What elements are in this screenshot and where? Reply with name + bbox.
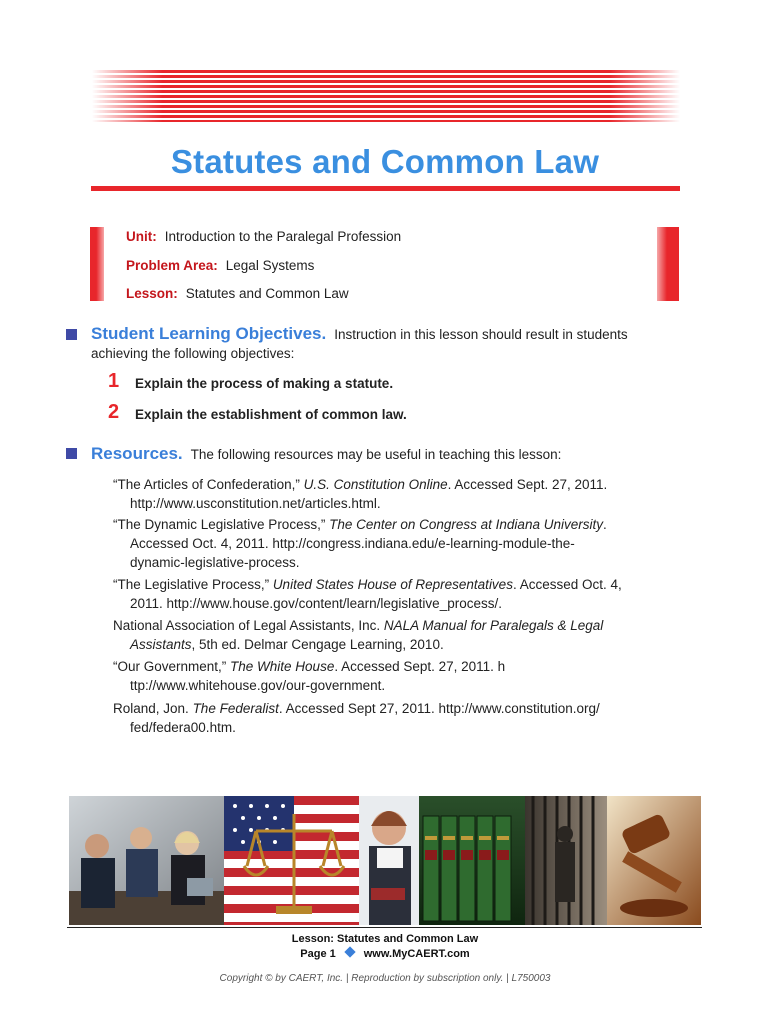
objectives-heading-line	[91, 324, 628, 344]
objectives-bullet-square	[66, 329, 77, 340]
lesson-label: Lesson:	[126, 286, 178, 301]
unit-label: Unit:	[126, 229, 157, 244]
reference-url[interactable]: http://www.usconstitution.net/articles.html.	[130, 496, 381, 511]
problem-area-label: Problem Area:	[126, 258, 218, 273]
footer-page-line	[0, 948, 770, 960]
objectives-intro: Instruction in this lesson should result in students	[334, 327, 628, 342]
diamond-icon	[344, 946, 355, 957]
resources-intro: The following resources may be useful in teaching this lesson:	[190, 447, 562, 462]
reference-url[interactable]: 2011. http://www.house.gov/content/learn/legislative_process/.	[130, 596, 502, 611]
copyright-notice: Copyright © by CAERT, Inc. | Reproduction by subscription only. | L750003	[219, 973, 551, 984]
resources-heading: Resources.	[91, 444, 183, 463]
reference-url-continued[interactable]: dynamic-legislative-process.	[130, 555, 300, 570]
lesson-line	[126, 286, 349, 301]
footer-lesson: Lesson: Statutes and Common Law	[291, 933, 479, 945]
objective-text: Explain the process of making a statute.	[135, 376, 394, 391]
objective-text: Explain the establishment of common law.	[135, 407, 407, 422]
problem-area-line	[126, 258, 314, 273]
reference-url[interactable]: Accessed Oct. 4, 2011. http://congress.indiana.edu/e-learning-module-the-	[130, 536, 575, 551]
meta-right-bar	[657, 227, 679, 301]
header-stripe-banner	[92, 70, 680, 122]
objective-number: 1	[108, 370, 120, 392]
reference-entry: “The Legislative Process,” United States House of Representatives. Accessed Oct. 4, 2011. http://www.house.gov/content/learn/legislative_process/.	[113, 575, 673, 613]
problem-area-value: Legal Systems	[225, 258, 315, 273]
reference-url[interactable]: ttp://www.whitehouse.gov/our-government.	[130, 678, 386, 693]
reference-url[interactable]: fed/federa00.htm.	[130, 720, 236, 735]
footer-site-link[interactable]: www.MyCAERT.com	[363, 948, 470, 960]
footer-page: Page 1	[300, 948, 336, 960]
reference-entry: “The Dynamic Legislative Process,” The Center on Congress at Indiana University. Accessed Oct. 4, 2011. http://congress.indiana.edu/e-learning-module-the- dynamic-legislative-process.	[113, 515, 673, 572]
reference-entry: “Our Government,” The White House. Accessed Sept. 27, 2011. h ttp://www.whitehouse.gov/our-government.	[113, 657, 673, 695]
resources-heading-line	[91, 444, 561, 464]
title-underline	[91, 186, 680, 191]
photo-collage-strip	[69, 796, 701, 925]
objective-number: 2	[108, 401, 120, 423]
meta-left-bar	[90, 227, 104, 301]
reference-entry: National Association of Legal Assistants, Inc. NALA Manual for Paralegals & Legal Assistants, 5th ed. Delmar Cengage Learning, 2010.	[113, 618, 604, 652]
resources-bullet-square	[66, 448, 77, 459]
unit-line	[126, 229, 401, 244]
objectives-intro-continued: achieving the following objectives:	[91, 346, 295, 361]
reference-entry: Roland, Jon. The Federalist. Accessed Sept 27, 2011. http://www.constitution.org/ fed/federa00.htm.	[113, 699, 673, 737]
photo-collage-image	[69, 796, 701, 925]
unit-value: Introduction to the Paralegal Profession	[164, 229, 402, 244]
objectives-heading: Student Learning Objectives.	[91, 324, 327, 343]
lesson-value: Statutes and Common Law	[185, 286, 349, 301]
footer-rule	[67, 927, 702, 928]
page-title: Statutes and Common Law	[170, 143, 600, 180]
reference-entry: “The Articles of Confederation,” U.S. Constitution Online. Accessed Sept. 27, 2011. http://www.usconstitution.net/articles.html.	[113, 475, 673, 513]
